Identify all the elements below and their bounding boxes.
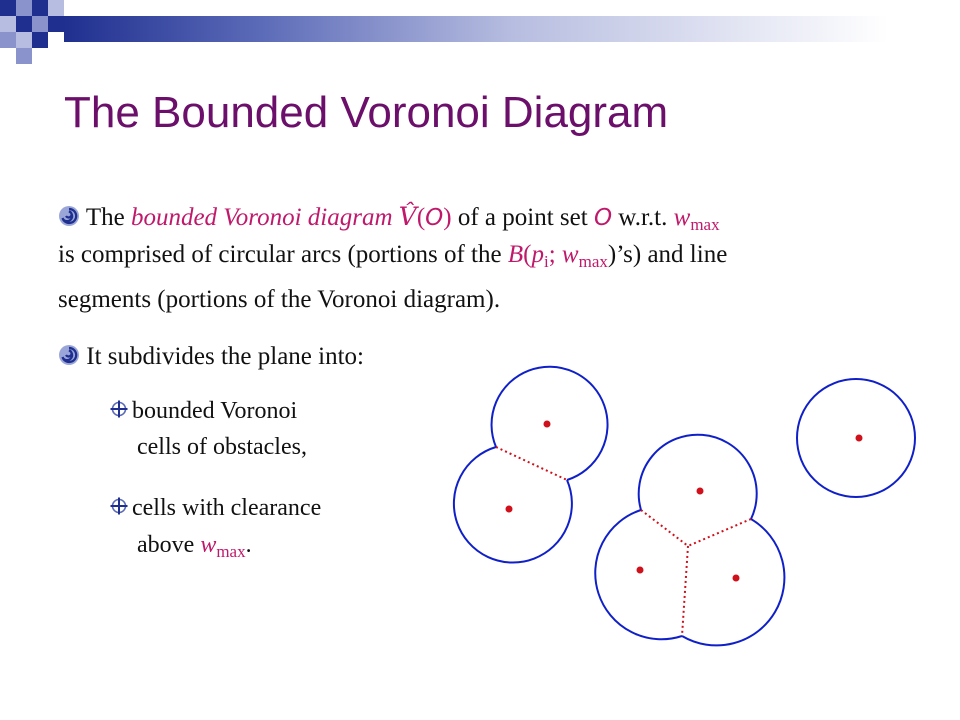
site-5 (733, 575, 740, 582)
crosshair-bullet-icon (110, 497, 128, 515)
voronoi-arcs (454, 367, 915, 646)
boundary-triple-right (688, 519, 751, 546)
corner-square-8 (48, 16, 64, 32)
voronoi-boundaries (496, 447, 751, 636)
sub-item-1-line-1: bounded Voronoi (132, 398, 298, 424)
arc-triple-top (639, 435, 757, 519)
title-gradient-bar (64, 16, 960, 42)
sub-item-1 (110, 393, 297, 429)
sub-item-2 (110, 490, 321, 526)
bullet-2-text: It subdivides the plane into: (86, 343, 364, 370)
boundary-triple-bottom (682, 546, 688, 636)
sub-item-2-line-2 (137, 527, 252, 570)
w-max-subscript: max (690, 215, 720, 234)
corner-square-5 (0, 16, 16, 32)
site-3 (697, 488, 704, 495)
w-max-subscript-2: max (578, 252, 608, 271)
sites (506, 421, 863, 582)
corner-square-9 (16, 32, 32, 48)
sub-item-1-line-2: cells of obstacles, (137, 434, 307, 460)
w-symbol-2: w (561, 241, 579, 268)
bullet-1-line-3: segments (portions of the Voronoi diagram). (58, 286, 501, 313)
site-1 (544, 421, 551, 428)
corner-square-11 (0, 32, 16, 48)
bullet-1-line-2-tail: )’s) and line (607, 241, 728, 268)
corner-square-3 (32, 0, 48, 16)
site-4 (637, 567, 644, 574)
bullet-1-mid: of a point set (451, 204, 594, 231)
boundary-triple-left (641, 510, 688, 546)
set-paren-close: ) (443, 204, 452, 231)
w-max-symbol: w (673, 204, 691, 231)
voronoi-symbol: V̂ (398, 202, 417, 231)
arc-isolated-cell (797, 379, 915, 497)
site-6 (856, 435, 863, 442)
set-symbol-2: O (593, 205, 613, 231)
b-paren-open: ( (523, 241, 532, 268)
boundary-pair (496, 447, 567, 480)
arc-cell-top-left (492, 367, 608, 480)
bounded-voronoi-term: bounded Voronoi diagram (130, 204, 393, 231)
arc-cell-bottom-left (454, 447, 572, 563)
crosshair-bullet-icon (110, 400, 128, 418)
swirl-bullet-icon (58, 344, 80, 366)
wrt-text: w.r.t. (612, 204, 674, 231)
bullet-2 (58, 338, 364, 375)
swirl-bullet-icon (58, 205, 80, 227)
corner-square-2 (16, 0, 32, 16)
b-symbol: B (507, 241, 524, 268)
sub-item-2-line-2-tail: . (245, 532, 252, 558)
slide-title: The Bounded Voronoi Diagram (64, 88, 669, 137)
corner-square-1 (0, 0, 16, 16)
set-paren-open: ( (416, 204, 426, 231)
corner-square-4 (48, 0, 64, 16)
corner-square-10 (32, 32, 48, 48)
sub-item-2-line-1: cells with clearance (132, 495, 322, 521)
bullet-1-lead: The (85, 204, 131, 231)
w-max-subscript-3: max (216, 542, 246, 561)
bullet-1-line-2 (58, 236, 727, 280)
p-subscript: i (543, 252, 549, 271)
arc-triple-right (682, 519, 784, 645)
corner-square-7 (32, 16, 48, 32)
set-symbol: O (425, 205, 444, 231)
semicolon: ; (548, 241, 562, 268)
corner-square-6 (16, 16, 32, 32)
bullet-1-line-2-lead: is comprised of circular arcs (portions of the (58, 241, 508, 268)
w-symbol-3: w (200, 532, 217, 558)
arc-triple-left (595, 510, 682, 639)
corner-square-12 (16, 48, 32, 64)
site-2 (506, 506, 513, 513)
p-symbol: p (531, 241, 544, 268)
sub-item-2-line-2-lead: above (137, 532, 201, 558)
